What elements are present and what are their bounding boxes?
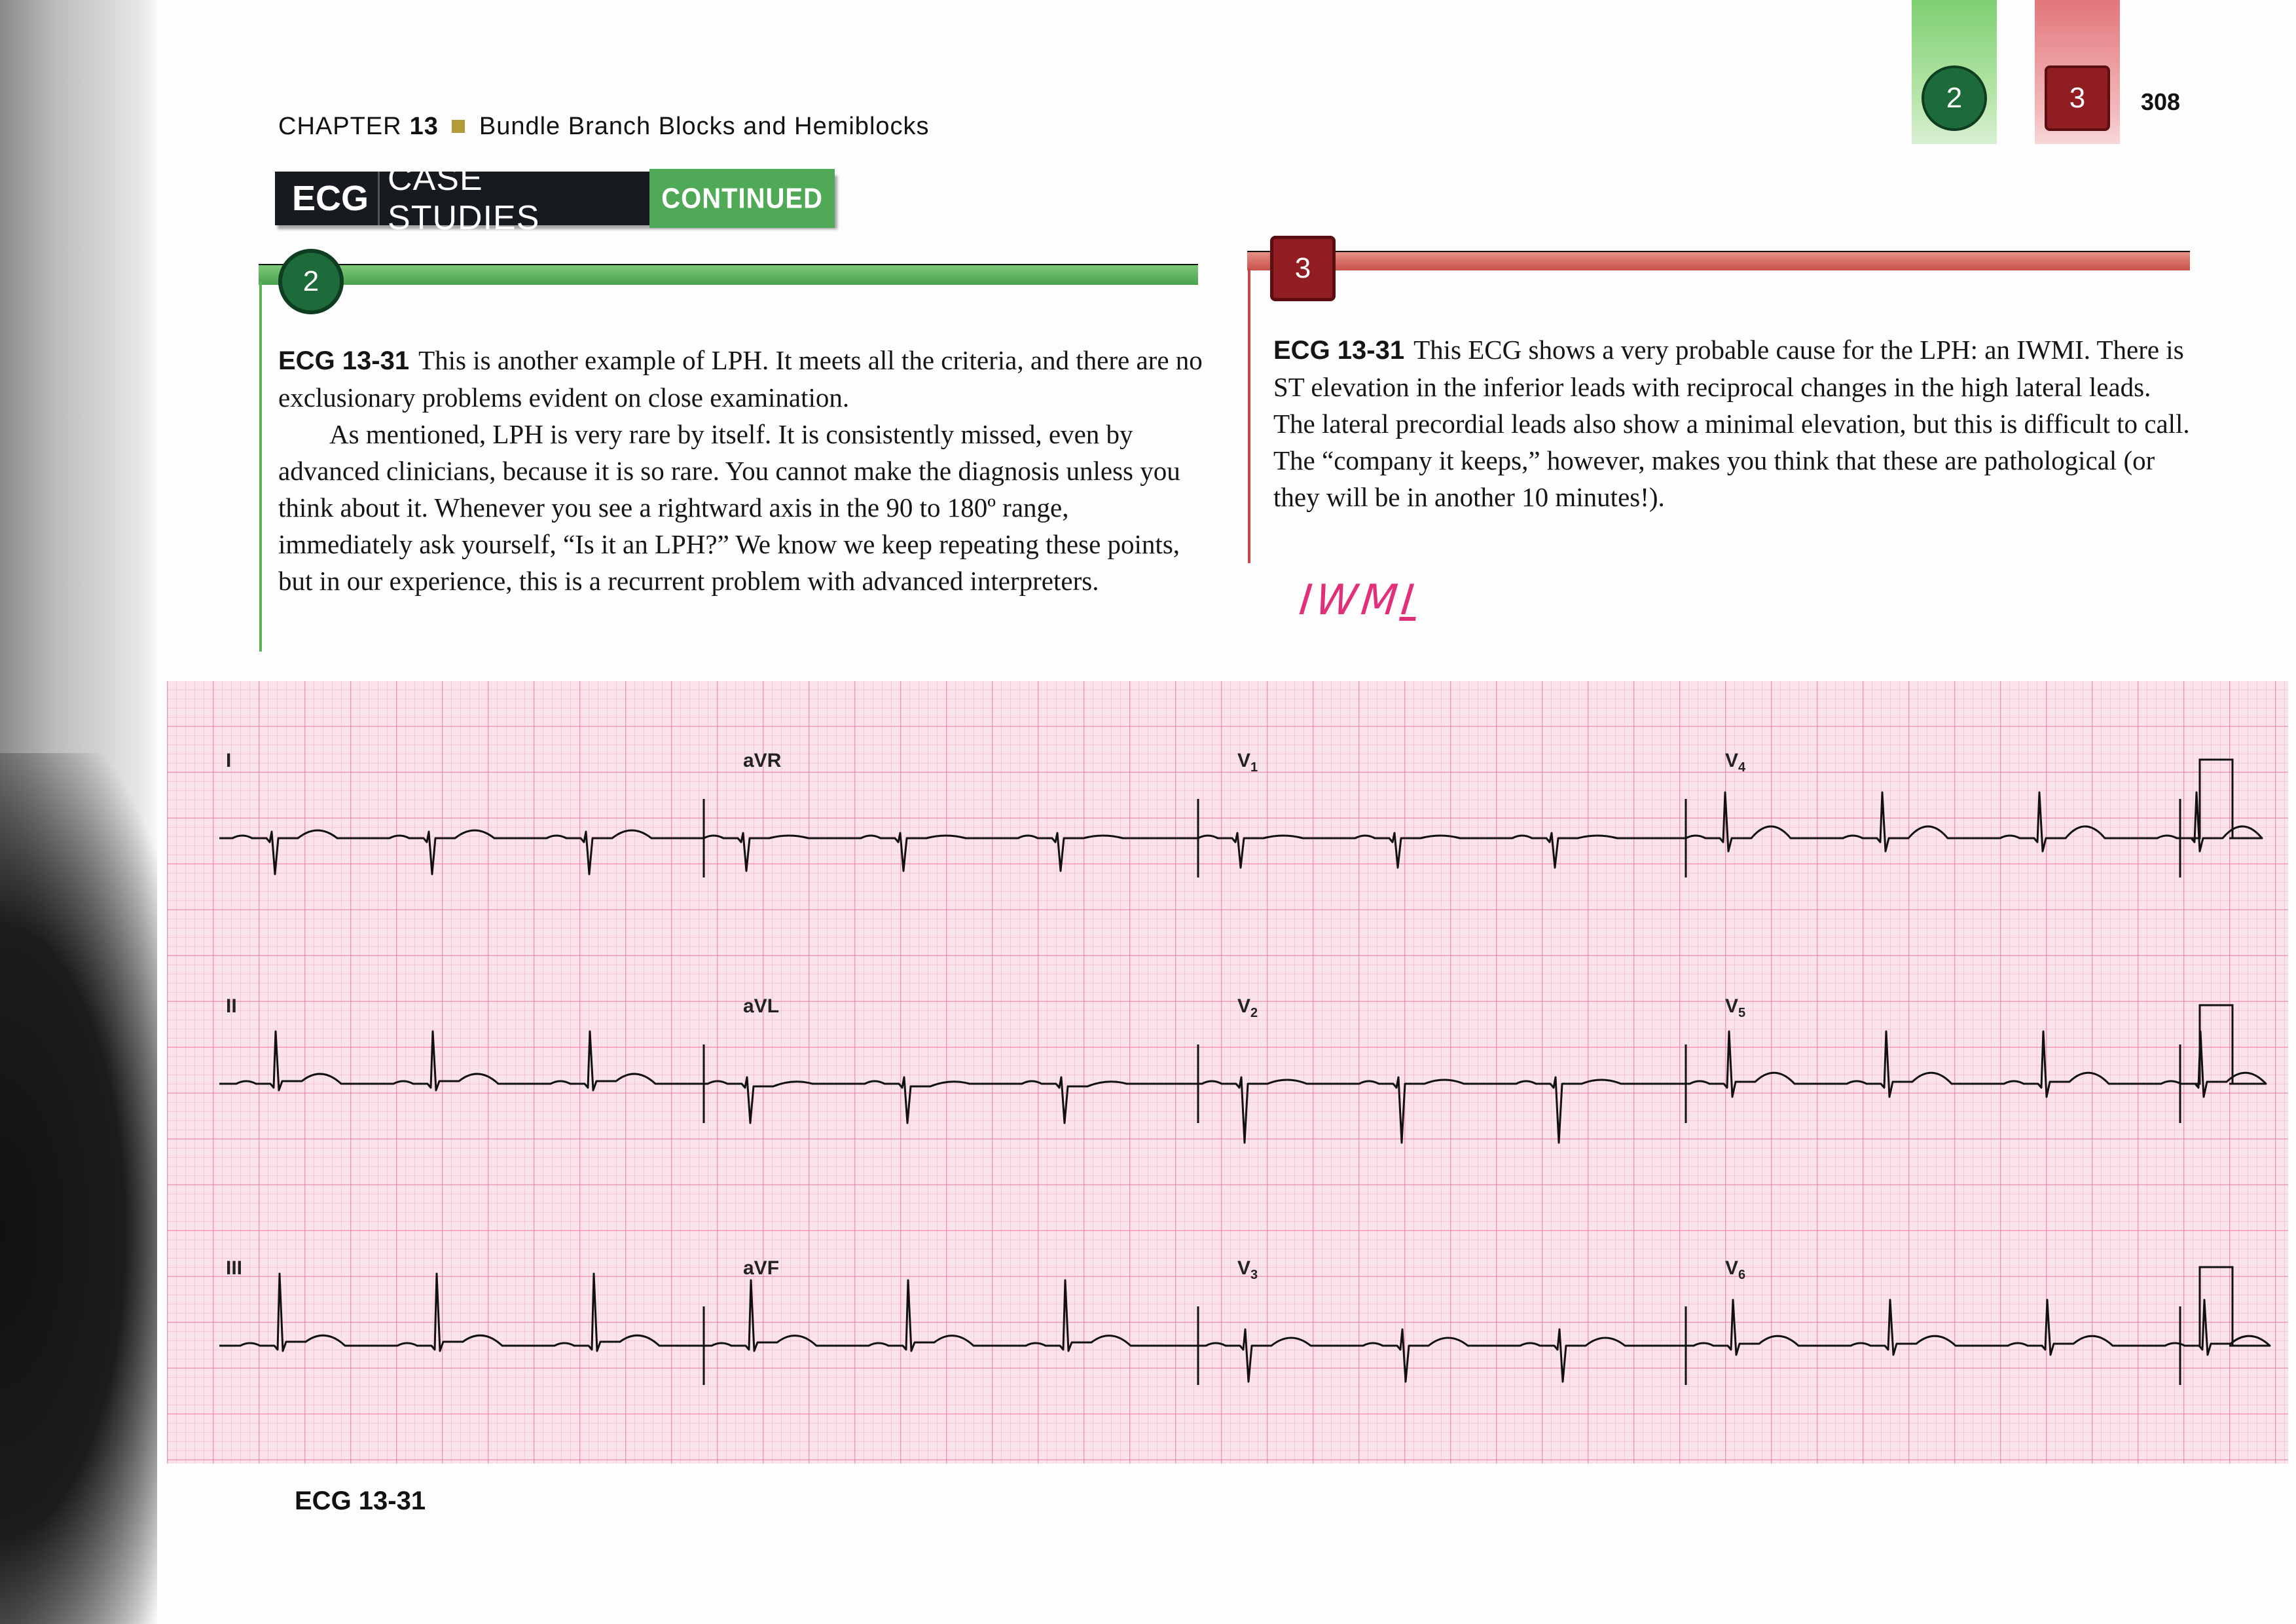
section-banner [275, 160, 835, 237]
ecg-trace-iii [219, 1274, 704, 1351]
bullet-square-icon [452, 120, 465, 133]
ecg-trace-i [219, 830, 704, 874]
tab-badge-3: 3 [2045, 65, 2110, 131]
ecg-trace-ii [219, 1031, 704, 1090]
tab-badge-2: 2 [1922, 65, 1987, 131]
lead-label-v3: $V_3$ [1237, 1257, 1258, 1282]
lead-label-v5: $V_5$ [1725, 995, 1746, 1020]
lead-label-avl: aVL [743, 995, 780, 1017]
ecg-trace-v2 [1198, 1077, 1686, 1143]
ecg-trace-v5 [1686, 1031, 2266, 1097]
lead-label-i: I [226, 750, 232, 771]
case-3-paragraph-1-text: This ECG shows a very probable cause for the LPH: an IWMI. There is ST elevation in the inferior leads with reciprocal changes in the high lateral leads. The lateral precordial leads also show a minimal elevation, but this is difficult to call. The “company it keeps,” however, makes you think that these are pathological (or they will be in another 10 minutes!). [1273, 335, 2190, 512]
ecg-trace-v1 [1198, 833, 1686, 868]
lead-label-iii: III [226, 1257, 243, 1279]
banner-continued: CONTINUED [649, 169, 835, 228]
case-2-paragraph-2: As mentioned, LPH is very rare by itself. It is consistently missed, even by advanced clinicians, because it is so rare. You cannot make the diagnosis unless you think about it. Whenever you see a rightward axis in the 90 to 180º range, immediately ask yourself, “Is it an LPH?” We know we keep repeating these points, but in our experience, this is a recurrent problem with advanced interpreters. [278, 419, 1180, 596]
lead-label-ii: II [226, 995, 237, 1017]
ecg-strip [167, 681, 2288, 1464]
ecg-traces [167, 681, 2288, 1464]
ecg-trace-avl [704, 1077, 1198, 1123]
lead-label-v1: $V_1$ [1237, 750, 1258, 775]
chapter-word: CHAPTER [278, 113, 402, 140]
case-3-rule [1247, 252, 2190, 270]
case-3-side-line [1248, 268, 1250, 563]
handwritten-note-underlined: I [1398, 576, 1421, 625]
lead-label-v4: $V_4$ [1725, 750, 1746, 775]
lead-label-v2: $V_2$ [1237, 995, 1258, 1020]
running-header [278, 113, 930, 141]
chapter-number: 13 [409, 113, 439, 140]
case-3-badge: 3 [1270, 236, 1336, 301]
case-2-paragraph-1-text: This is another example of LPH. It meets all the criteria, and there are no exclusionary problems evident on close examination. [278, 345, 1203, 413]
chapter-title: Bundle Branch Blocks and Hemiblocks [479, 113, 930, 140]
thumb-tab-case-2[interactable] [1912, 0, 1997, 144]
banner-case-studies: CASE STUDIES [378, 172, 649, 225]
calibration-pulse-row-2 [2187, 1005, 2246, 1084]
handwritten-note-text: IWM [1297, 576, 1404, 625]
case-2-rule [259, 265, 1198, 285]
case-3-label: ECG 13-31 [1273, 336, 1405, 365]
ecg-trace-v6 [1686, 1300, 2270, 1355]
case-2-side-line [259, 282, 262, 652]
case-3-paragraph-1 [1273, 331, 2190, 515]
ecg-caption: ECG 13-31 [295, 1486, 426, 1515]
page-number: 308 [2141, 88, 2181, 115]
case-2-badge: 2 [278, 249, 344, 314]
case-2-paragraph-1 [278, 342, 1208, 416]
case-3-text [1273, 331, 2190, 515]
handwritten-note [1297, 576, 1420, 625]
lead-label-avr: aVR [743, 750, 782, 771]
ecg-trace-v4 [1686, 792, 2262, 851]
lead-label-avf: aVF [743, 1257, 780, 1279]
ecg-trace-avf [704, 1280, 1198, 1351]
calibration-pulse-row-3 [2187, 1267, 2246, 1346]
banner-ecg: ECG [275, 172, 378, 225]
ecg-trace-v3 [1198, 1329, 1686, 1382]
case-2-label: ECG 13-31 [278, 346, 410, 375]
case-2-text [278, 342, 1208, 599]
ecg-trace-avr [704, 833, 1198, 871]
thumb-tab-case-3[interactable] [2035, 0, 2120, 144]
lead-label-v6: $V_6$ [1725, 1257, 1746, 1282]
